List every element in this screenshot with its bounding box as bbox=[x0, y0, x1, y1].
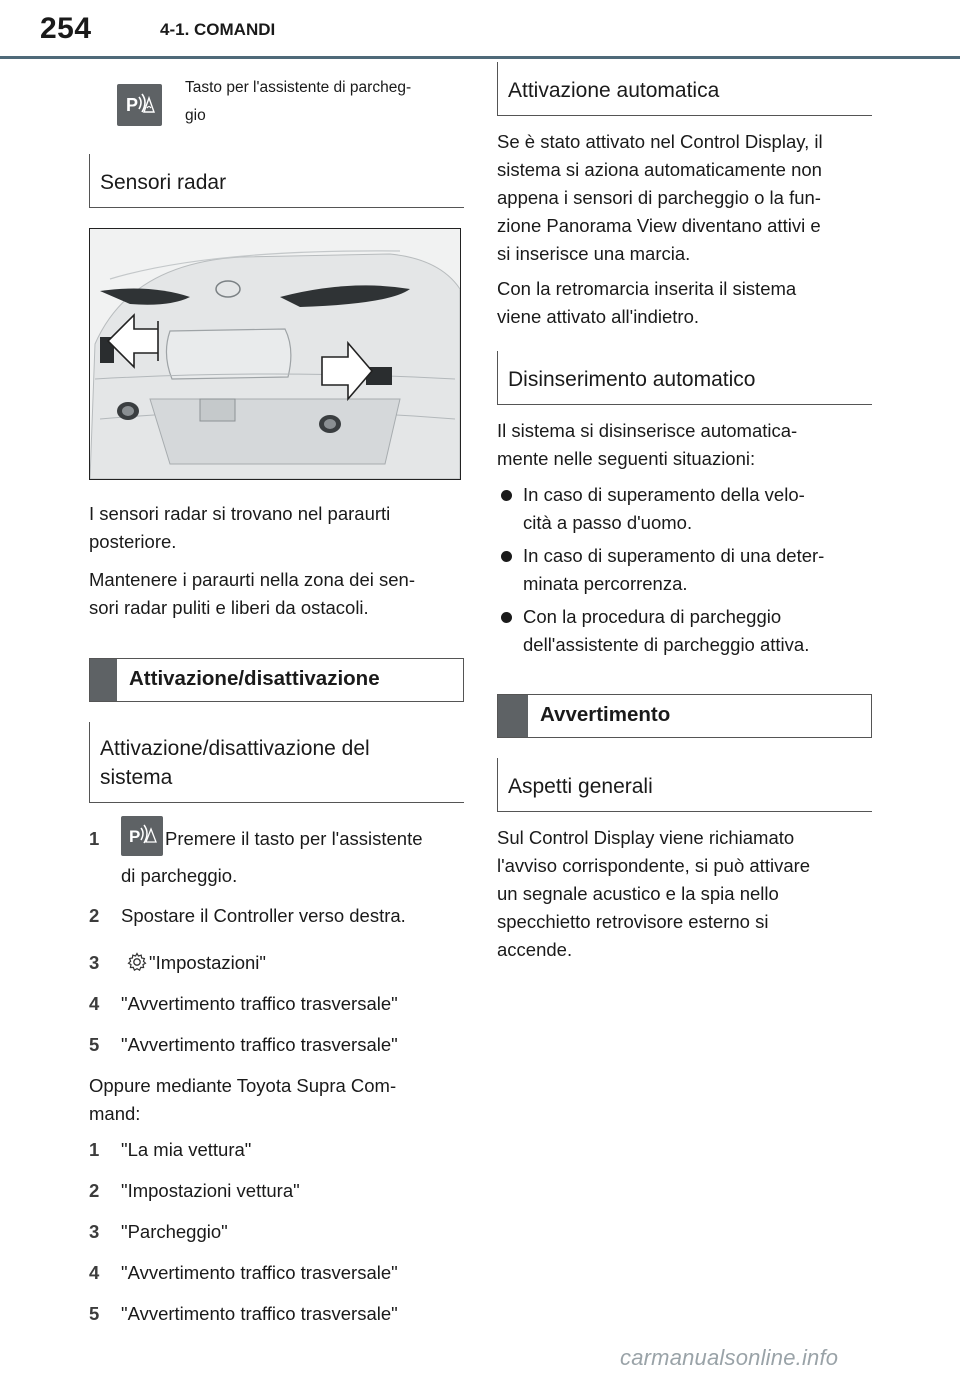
step-number: 4 bbox=[89, 1262, 100, 1284]
para-auto-off-intro bbox=[497, 417, 872, 473]
para-auto-on bbox=[497, 128, 872, 268]
watermark: carmanualsonline.info bbox=[620, 1345, 839, 1370]
para-line: appena i sensori di parcheggio o la fun- bbox=[497, 187, 821, 208]
page-number: 254 bbox=[40, 12, 92, 45]
icon-caption-line: gio bbox=[185, 107, 206, 124]
para-line: si inserisce una marcia. bbox=[497, 243, 691, 264]
section-title: Avvertimento bbox=[540, 703, 671, 726]
bullet-item bbox=[497, 481, 872, 537]
step-number: 5 bbox=[89, 1034, 100, 1056]
left-column bbox=[89, 62, 464, 1328]
para-sensor-location bbox=[89, 500, 464, 556]
para-general bbox=[497, 824, 872, 964]
section-title: Attivazione/disattivazione bbox=[129, 667, 380, 690]
para-line: zione Panorama View diventano attivi e bbox=[497, 215, 821, 236]
bullet-text: Con la procedura di parcheggio bbox=[523, 606, 782, 627]
gear-icon bbox=[127, 952, 147, 972]
para-line: mente nelle seguenti situazioni: bbox=[497, 448, 756, 469]
para-line: posteriore. bbox=[89, 531, 177, 552]
step-a1 bbox=[89, 819, 464, 860]
step-number: 2 bbox=[89, 1180, 100, 1202]
step-a3 bbox=[89, 949, 464, 977]
para-line: l'avviso corrispondente, si può attivare bbox=[497, 855, 811, 876]
step-b5 bbox=[89, 1300, 464, 1328]
step-number: 3 bbox=[89, 1221, 100, 1243]
rear-bumper-illustration bbox=[89, 228, 461, 480]
para-oppure bbox=[89, 1072, 464, 1128]
bullet-dot bbox=[501, 551, 512, 562]
disinserimento-heading: Disinserimento automatico bbox=[497, 351, 872, 405]
para-line: sistema si aziona automaticamente non bbox=[497, 159, 822, 180]
bullet-item bbox=[497, 542, 872, 598]
bullet-text: dell'assistente di parcheggio attiva. bbox=[523, 634, 810, 655]
step-text: di parcheggio. bbox=[121, 865, 238, 887]
chapter-title: 4-1. COMANDI bbox=[160, 20, 276, 39]
para-line: Oppure mediante Toyota Supra Com- bbox=[89, 1075, 397, 1097]
para-keep-clean bbox=[89, 566, 464, 622]
step-text: "Avvertimento traffico trasversale" bbox=[121, 1303, 398, 1325]
step-a1-cont bbox=[89, 862, 464, 890]
parking-assist-button-icon bbox=[121, 816, 163, 856]
step-text: "Impostazioni vettura" bbox=[121, 1180, 300, 1202]
para-line: I sensori radar si trovano nel paraurti bbox=[89, 503, 391, 524]
section-bar bbox=[498, 695, 528, 737]
header-rule bbox=[0, 56, 960, 59]
para-reverse bbox=[497, 275, 872, 331]
para-line: Con la retromarcia inserita il sistema bbox=[497, 278, 797, 299]
aspetti-generali-heading: Aspetti generali bbox=[497, 758, 872, 812]
step-text: "Avvertimento traffico trasversale" bbox=[121, 1262, 398, 1284]
para-line: Mantenere i paraurti nella zona dei sen- bbox=[89, 569, 415, 590]
step-number: 4 bbox=[89, 993, 100, 1015]
svg-text:P: P bbox=[129, 827, 141, 847]
sub-heading-line: Attivazione/disattivazione del bbox=[100, 737, 370, 760]
right-column bbox=[497, 62, 872, 964]
sub-heading-line: sistema bbox=[100, 766, 173, 789]
bullet-item bbox=[497, 603, 872, 659]
step-text: "Avvertimento traffico trasversale" bbox=[121, 1034, 398, 1056]
bullet-text: cità a passo d'uomo. bbox=[523, 512, 693, 533]
step-text: "Impostazioni" bbox=[149, 952, 266, 974]
para-line: Il sistema si disinserisce automatica- bbox=[497, 420, 798, 441]
bullet-dot bbox=[501, 490, 512, 501]
step-a5 bbox=[89, 1031, 464, 1059]
icon-caption-row bbox=[89, 62, 464, 154]
step-number: 3 bbox=[89, 952, 100, 974]
section-bar bbox=[90, 659, 117, 701]
section-avvertimento bbox=[497, 694, 872, 738]
step-number: 5 bbox=[89, 1303, 100, 1325]
step-number: 1 bbox=[89, 828, 100, 849]
para-line: sori radar puliti e liberi da ostacoli. bbox=[89, 597, 369, 618]
icon-caption bbox=[185, 74, 465, 130]
para-line: un segnale acustico e la spia nello bbox=[497, 883, 779, 904]
para-line: viene attivato all'indietro. bbox=[497, 306, 700, 327]
parking-assist-button-icon bbox=[117, 84, 162, 126]
attivazione-automatica-heading: Attivazione automatica bbox=[497, 62, 872, 116]
step-b2 bbox=[89, 1177, 464, 1205]
step-b3 bbox=[89, 1218, 464, 1246]
step-text: Spostare il Controller verso destra. bbox=[121, 905, 406, 927]
svg-text:P: P bbox=[126, 95, 139, 115]
section-attivazione bbox=[89, 658, 464, 702]
page-header bbox=[0, 0, 960, 62]
step-text: Premere il tasto per l'assistente bbox=[165, 828, 423, 849]
step-number: 2 bbox=[89, 905, 100, 927]
step-b1 bbox=[89, 1136, 464, 1164]
para-line: specchietto retrovisore esterno si bbox=[497, 911, 769, 932]
bullet-text: In caso di superamento della velo- bbox=[523, 484, 805, 505]
para-line: mand: bbox=[89, 1103, 141, 1125]
para-line: Sul Control Display viene richiamato bbox=[497, 827, 795, 848]
bullet-dot bbox=[501, 612, 512, 623]
bullet-text: minata percorrenza. bbox=[523, 573, 688, 594]
icon-caption-line: Tasto per l'assistente di parcheg- bbox=[185, 79, 412, 96]
step-a4 bbox=[89, 990, 464, 1018]
step-text: "Parcheggio" bbox=[121, 1221, 228, 1243]
para-line: Se è stato attivato nel Control Display, il bbox=[497, 131, 823, 152]
step-text: "Avvertimento traffico trasversale" bbox=[121, 993, 398, 1015]
step-text: "La mia vettura" bbox=[121, 1139, 252, 1161]
sensori-radar-heading: Sensori radar bbox=[89, 154, 464, 208]
sub-heading-system bbox=[89, 722, 464, 803]
step-number: 1 bbox=[89, 1139, 100, 1161]
step-a2 bbox=[89, 902, 464, 930]
bullet-text: In caso di superamento di una deter- bbox=[523, 545, 825, 566]
step-b4 bbox=[89, 1259, 464, 1287]
para-line: accende. bbox=[497, 939, 573, 960]
